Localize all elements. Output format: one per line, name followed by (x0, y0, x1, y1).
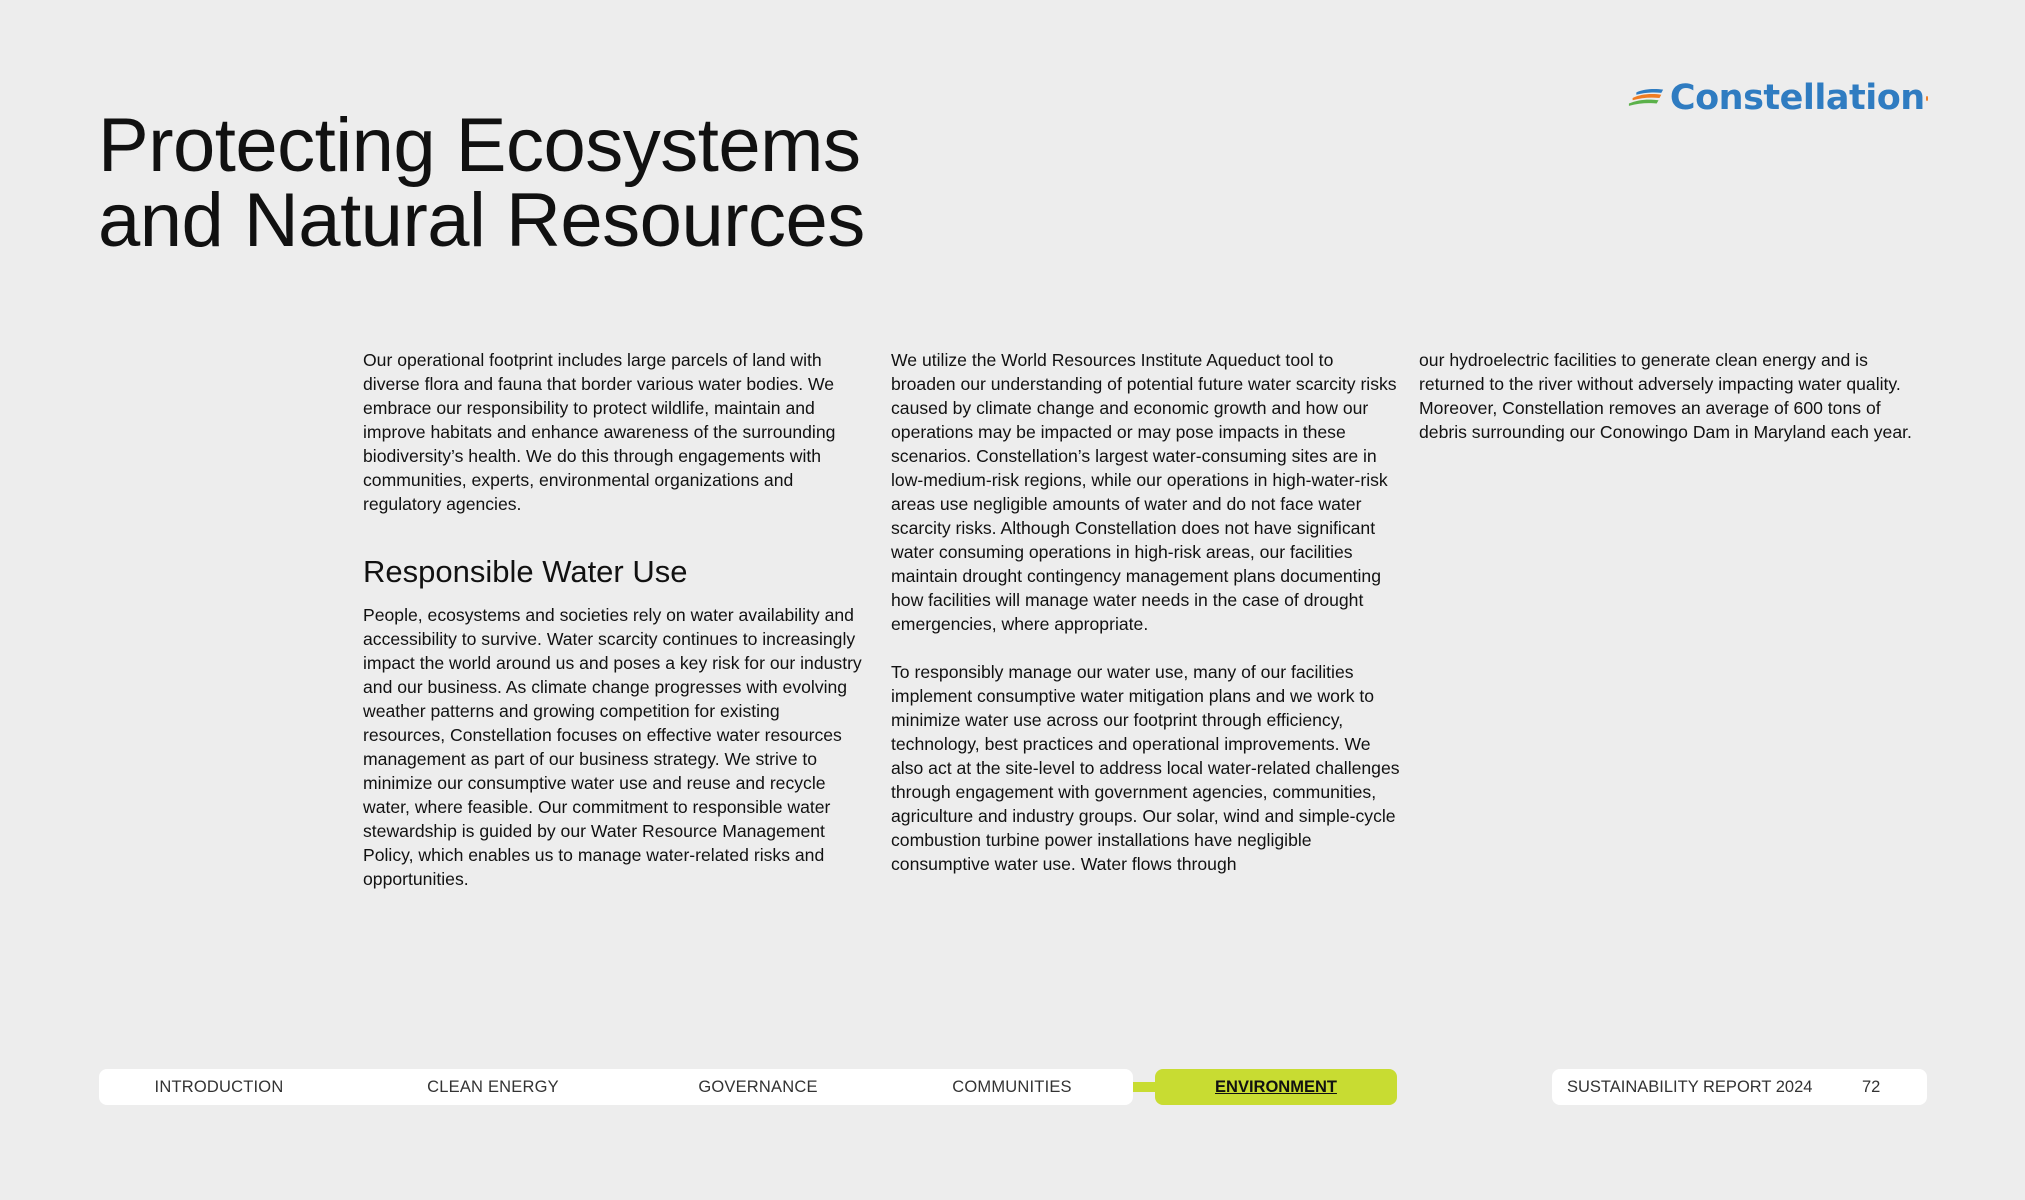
nav-item-environment[interactable]: ENVIRONMENT (1155, 1069, 1397, 1105)
nav-connector (1133, 1082, 1157, 1092)
constellation-swoosh-icon (1628, 76, 1666, 120)
report-footer (1552, 1069, 1927, 1105)
water-use-paragraph: People, ecosystems and societies rely on water availability and accessibility to survive. Water scarcity continues to increasingly impact the world around us and poses a key risk for our industry and our business. As climate change progresses with evolving weather patterns and growing competition for existing resources, Constellation focuses on effective water resources management as part of our business strategy. We strive to minimize our consumptive water use and reuse and recycle water, where feasible. Our commitment to responsible water stewardship is guided by our Water Resource Management Policy, which enables us to manage water-related risks and opportunities. (363, 605, 862, 889)
page-number: 72 (1862, 1078, 1881, 1096)
constellation-logo (1628, 68, 1928, 128)
page-title-line-1: Protecting Ecosystems (98, 103, 861, 188)
page-title-line-2: and Natural Resources (98, 178, 865, 263)
text-column-1 (363, 348, 863, 891)
nav-item-clean-energy[interactable]: CLEAN ENERGY (427, 1078, 559, 1096)
nav-item-governance[interactable]: GOVERNANCE (698, 1078, 818, 1096)
text-column-3 (1419, 348, 1929, 444)
page-title (98, 103, 865, 263)
aqueduct-paragraph: We utilize the World Resources Institute Aqueduct tool to broaden our understanding of potential future water scarcity risks caused by climate change and economic growth and how our operations may be impacted or may pose impacts in these scenarios. Constellation’s largest water-consuming sites are in low-medium-risk regions, while our operations in high-water-risk areas use negligible amounts of water and do not face water scarcity risks. Although Constellation does not have significant water consuming operations in high-risk areas, our facilities maintain drought contingency management plans documenting how facilities will manage water needs in the case of drought emergencies, where appropriate. (891, 350, 1397, 634)
section-heading: Responsible Water Use (363, 554, 688, 589)
nav-item-communities[interactable]: COMMUNITIES (952, 1078, 1072, 1096)
text-column-2 (891, 348, 1401, 876)
logo-dot (1926, 96, 1928, 101)
nav-item-introduction[interactable]: INTRODUCTION (154, 1078, 284, 1096)
water-management-paragraph: To responsibly manage our water use, many of our facilities implement consumptive water mitigation plans and we work to minimize water use across our footprint through efficiency, technology, best practices and operational improvements. We also act at the site-level to address local water-related challenges through engagement with government agencies, communities, agriculture and industry groups. Our solar, wind and simple-cycle combustion turbine power installations have negligible consumptive water use. Water flows through (891, 662, 1400, 874)
report-title: SUSTAINABILITY REPORT 2024 (1567, 1078, 1813, 1096)
intro-paragraph: Our operational footprint includes large parcels of land with diverse flora and fauna that border various water bodies. We embrace our responsibility to protect wildlife, maintain and improve habitats and enhance awareness of the surrounding biodiversity’s health. We do this through engagements with communities, experts, environmental organizations and regulatory agencies. (363, 350, 836, 514)
logo-wordmark: Constellation (1669, 78, 1925, 118)
hydroelectric-paragraph: our hydroelectric facilities to generate clean energy and is returned to the river without adversely impacting water quality. Moreover, Constellation removes an average of 600 tons of debris surrounding our Conowingo Dam in Maryland each year. (1419, 350, 1912, 442)
section-nav (99, 1069, 1133, 1105)
